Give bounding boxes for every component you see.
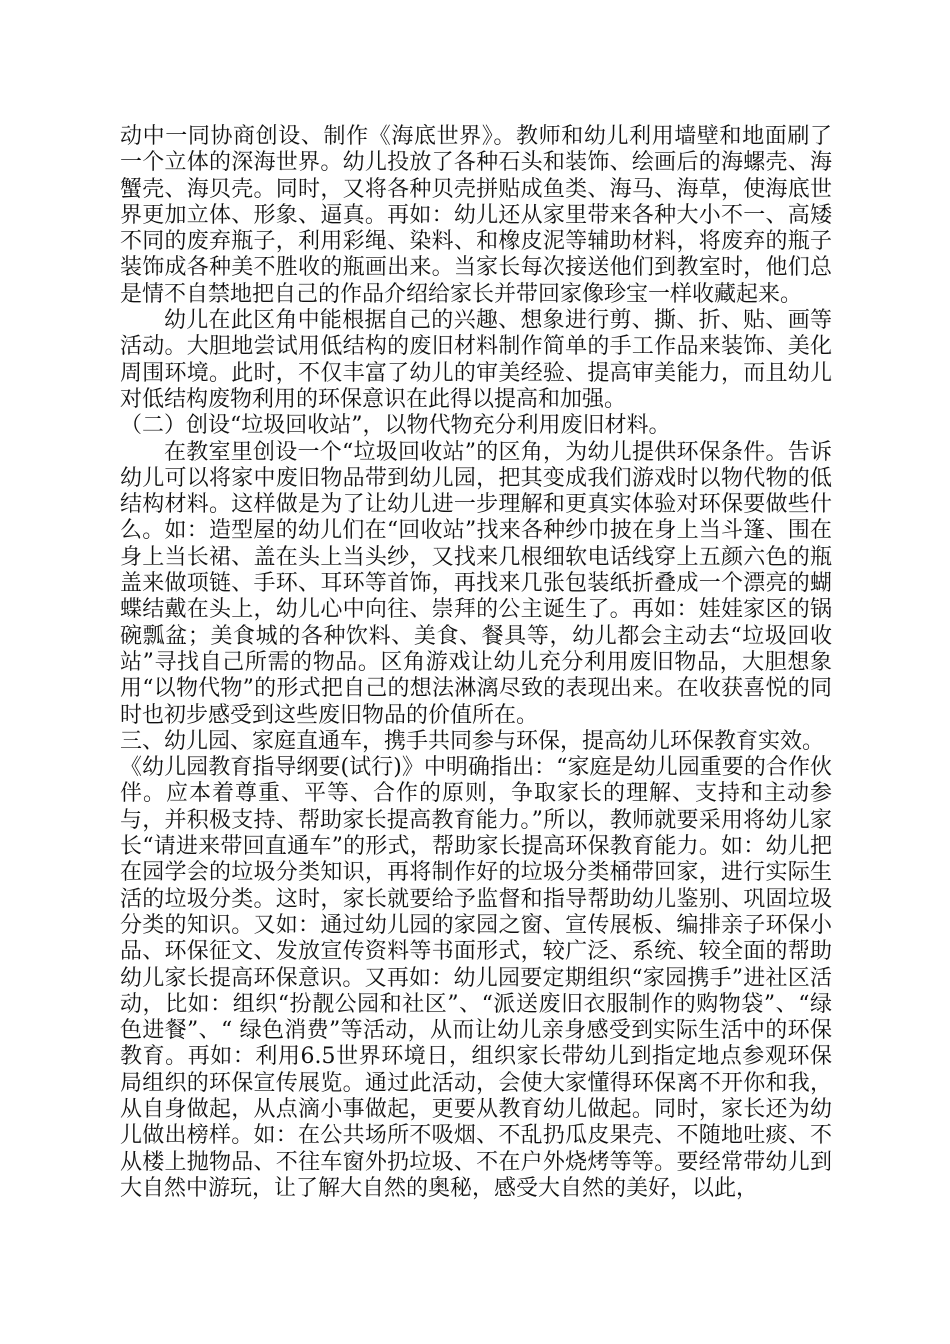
- paragraph-intro-continued: 动中一同协商创设、制作《海底世界》。教师和幼儿利用墙壁和地面刷了一个立体的深海世界。幼儿投放了各种石头和装饰、绘画后的海螺壳、海蟹壳、海贝壳。同时，又将各种贝壳拼贴成鱼类、海马、海草，使海底世界更加立体、形象、逼真。再如：幼儿还从家里带来各种大小不一、高矮不同的废弃瓶子，利用彩绳、染料、和橡皮泥等辅助材料，将废弃的瓶子装饰成各种美不胜收的瓶画出来。当家长每次接送他们到教室时，他们总是情不自禁地把自己的作品介绍给家长并带回家像珍宝一样收藏起来。: [120, 124, 832, 307]
- section-heading-home-school: 三、幼儿园、家庭直通车，携手共同参与环保，提高幼儿环保教育实效。: [120, 728, 825, 754]
- document-body: [120, 124, 832, 1202]
- section-heading-recycling-station: （二）创设“垃圾回收站”，以物代物充分利用废旧材料。: [120, 413, 671, 439]
- paragraph-recycling-station: 在教室里创设一个“垃圾回收站”的区角，为幼儿提供环保条件。告诉幼儿可以将家中废旧物品带到幼儿园，把其变成我们游戏时以物代物的低结构材料。这样做是为了让幼儿进一步理解和更真实体验对环保要做些什么。如：造型屋的幼儿们在“回收站”找来各种纱巾披在身上当斗篷、围在身上当长裙、盖在头上当头纱，又找来几根细软电话线穿上五颜六色的瓶盖来做项链、手环、耳环等首饰，再找来几张包装纸折叠成一个漂亮的蝴蝶结戴在头上，幼儿心中向往、崇拜的公主诞生了。再如：娃娃家区的锅碗瓢盆；美食城的各种饮料、美食、餐具等，幼儿都会主动去“垃圾回收站”寻找自己所需的物品。区角游戏让幼儿充分利用废旧物品，大胆想象用“以物代物”的形式把自己的想法淋漓尽致的表现出来。在收获喜悦的同时也初步感受到这些废旧物品的价值所在。: [120, 439, 832, 728]
- paragraph-craft-activities: 幼儿在此区角中能根据自己的兴趣、想象进行剪、撕、折、贴、画等活动。大胆地尝试用低结构的废旧材料制作简单的手工作品来装饰、美化周围环境。此时，不仅丰富了幼儿的审美经验、提高审美能力，而且幼儿对低结构废物利用的环保意识在此得以提高和加强。: [120, 308, 832, 412]
- paragraph-home-school: 《幼儿园教育指导纲要(试行)》中明确指出：“家庭是幼儿园重要的合作伙伴。应本着尊重、平等、合作的原则，争取家长的理解、支持和主动参与，并积极支持、帮助家长提高教育能力。”所以，教师就要采用将幼儿家长“请进来带回直通车”的形式，帮助家长提高环保教育能力。如：幼儿把在园学会的垃圾分类知识，再将制作好的垃圾分类桶带回家，进行实际生活的垃圾分类。这时，家长就要给予监督和指导帮助幼儿鉴别、巩固垃圾分类的知识。又如：通过幼儿园的家园之窗、宣传展板、编排亲子环保小品、环保征文、发放宣传资料等书面形式，较广泛、系统、较全面的帮助幼儿家长提高环保意识。又再如：幼儿园要定期组织“家园携手”进社区活动，比如：组织“扮靓公园和社区”、“派送废旧衣服制作的购物袋”、“绿色进餐”、“ 绿色消费”等活动，从而让幼儿亲身感受到实际生活中的环保教育。再如：利用6.5世界环境日，组织家长带幼儿到指定地点参观环保局组织的环保宣传展览。通过此活动，会使大家懂得环保离不开你和我，从自身做起，从点滴小事做起，更要从教育幼儿做起。同时，家长还为幼儿做出榜样。如：在公共场所不吸烟、不乱扔瓜皮果壳、不随地吐痰、不从楼上抛物品、不往车窗外扔垃圾、不在户外烧烤等等。要经常带幼儿到大自然中游玩，让了解大自然的奥秘，感受大自然的美好，以此，: [120, 755, 832, 1201]
